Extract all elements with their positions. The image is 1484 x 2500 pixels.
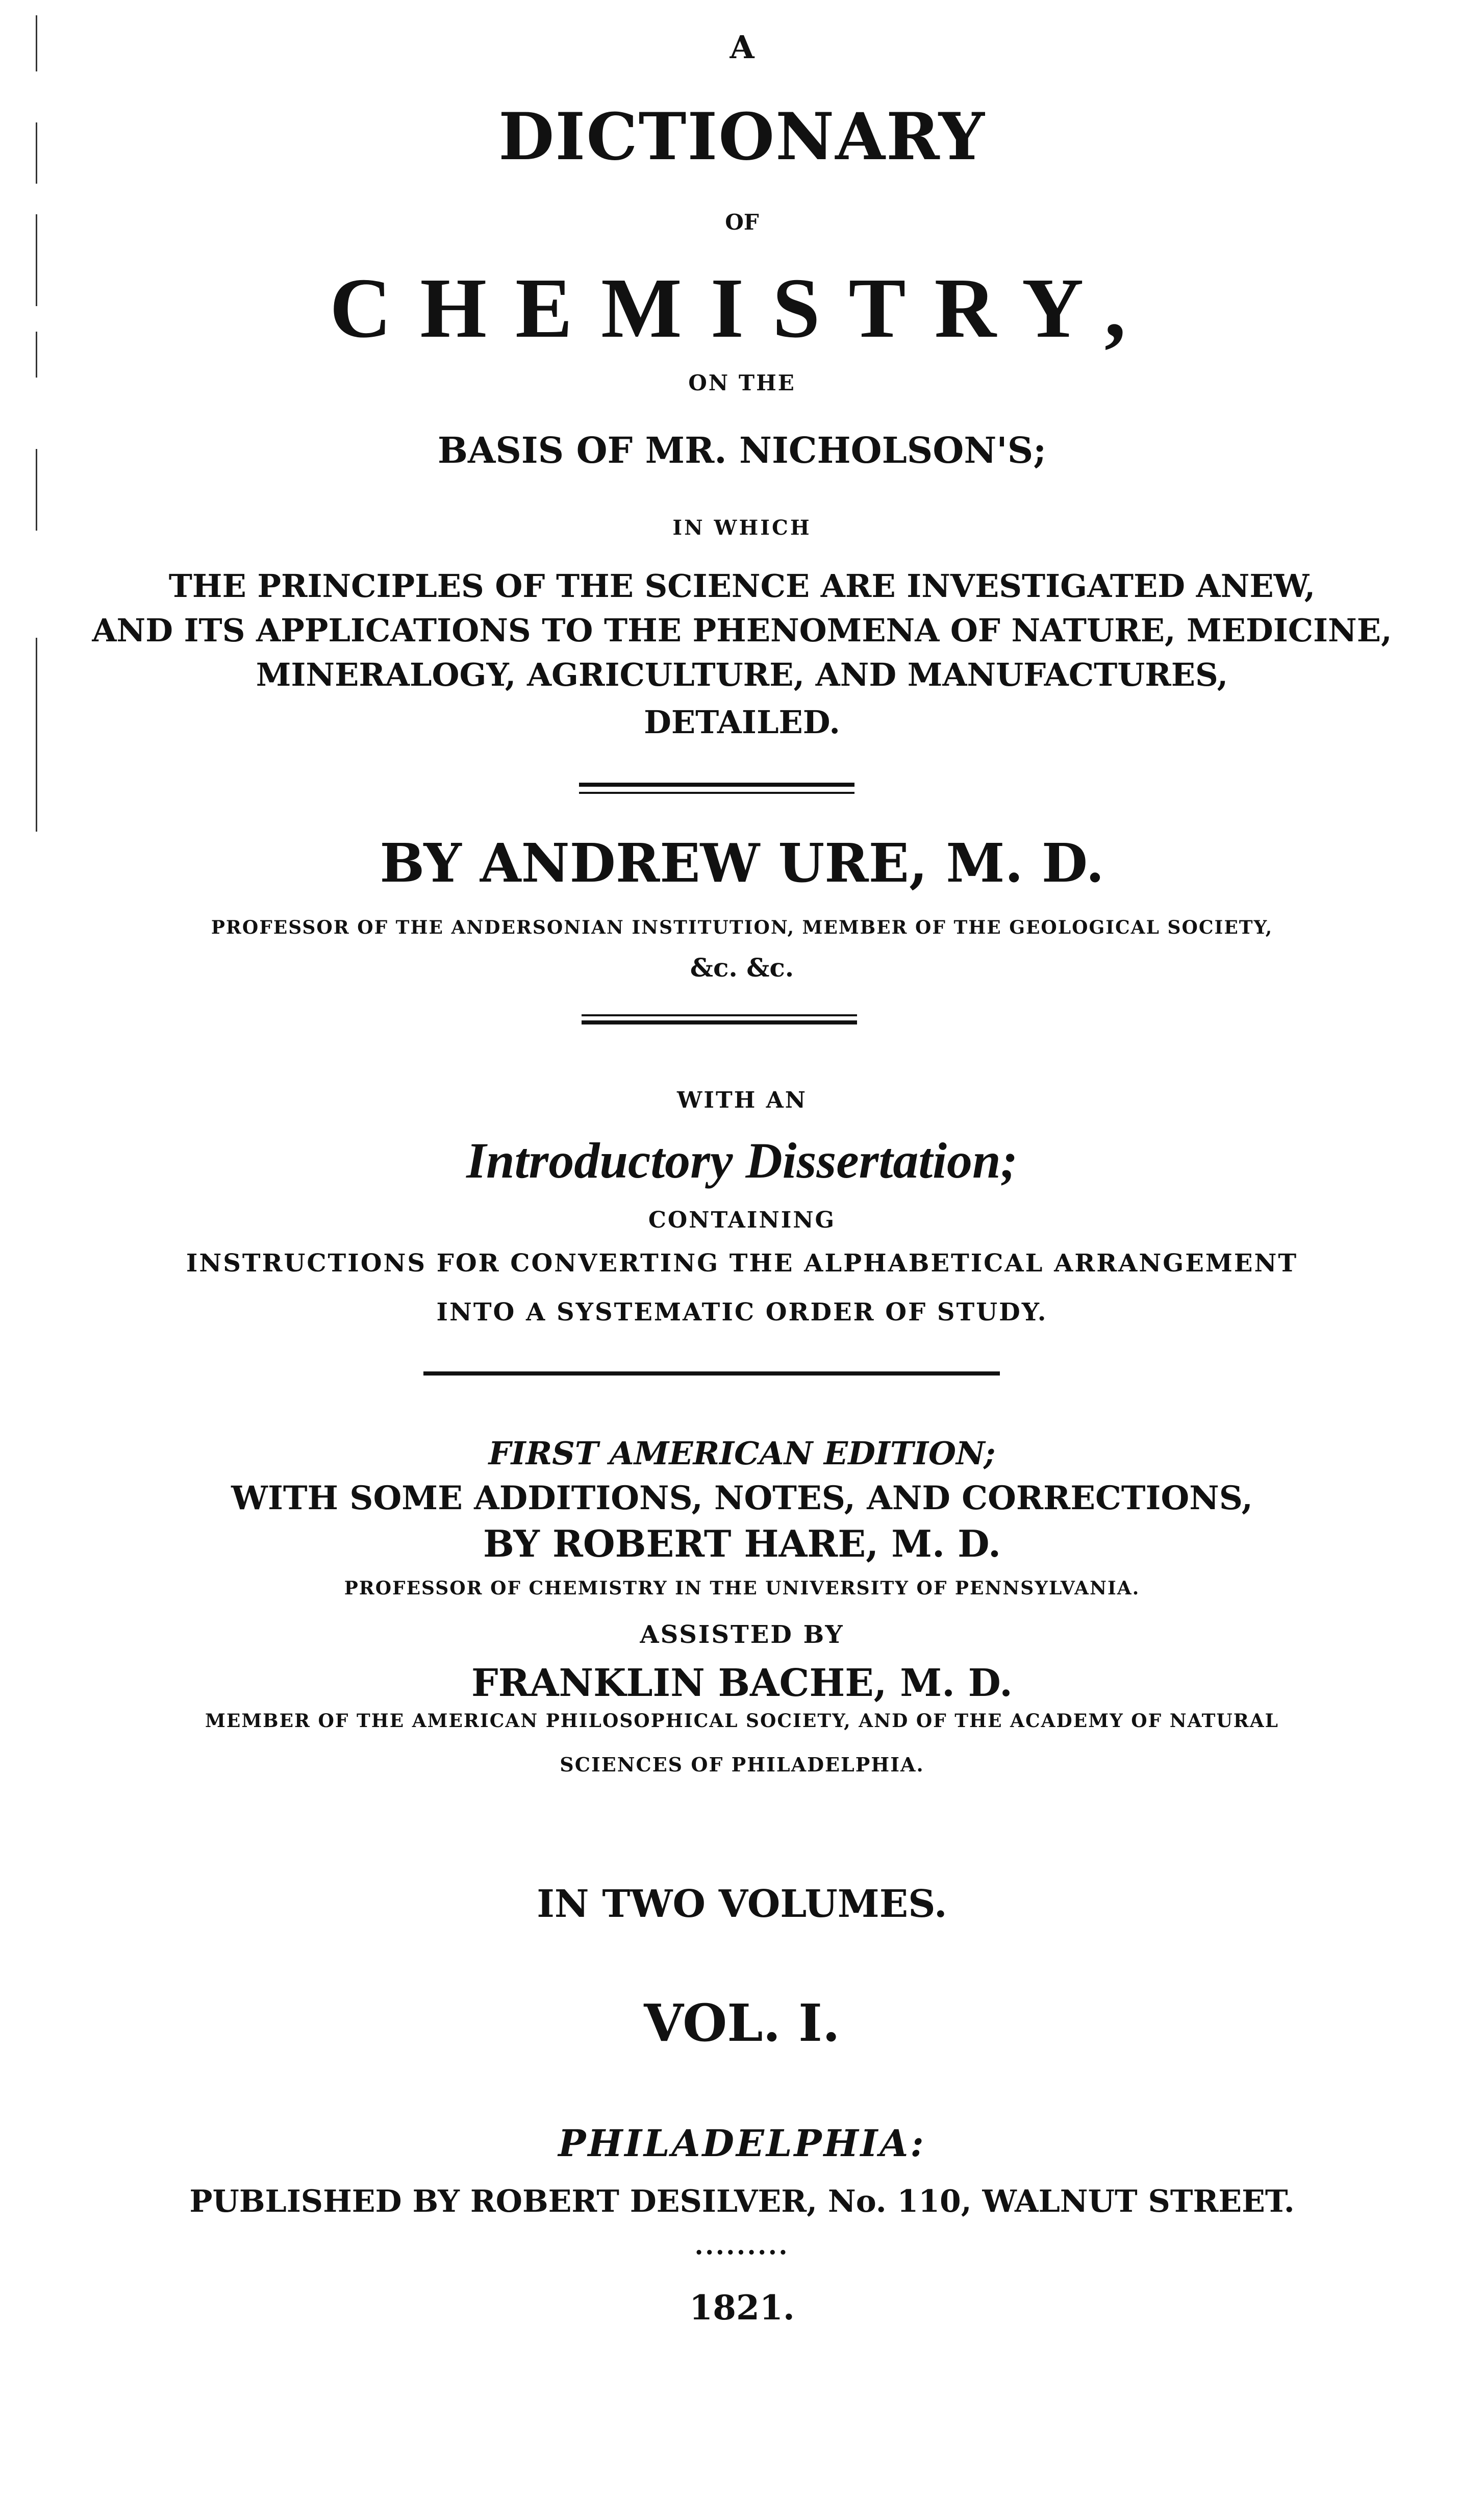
title-subject: CHEMISTRY, — [330, 261, 1154, 356]
dissertation-title: Introductory Dissertation; — [466, 1132, 1018, 1189]
volume-number: VOL. I. — [644, 1993, 840, 2053]
divider-rule — [579, 792, 854, 794]
description-line: DETAILED. — [644, 704, 840, 741]
editor-title: PROFESSOR OF CHEMISTRY IN THE UNIVERSITY OF PENNSYLVANIA. — [344, 1578, 1140, 1599]
divider-rule — [579, 783, 854, 787]
author-name: BY ANDREW URE, M. D. — [380, 832, 1104, 894]
containing: CONTAINING — [648, 1207, 836, 1233]
title-article: A — [730, 29, 754, 66]
assistant-title: SCIENCES OF PHILADELPHIA. — [560, 1753, 924, 1776]
publication-year: 1821. — [689, 2288, 795, 2328]
additions-line: WITH SOME ADDITIONS, NOTES, AND CORRECTIONS, — [231, 1479, 1253, 1517]
ornament-dots: ••••••••• — [694, 2245, 790, 2261]
assisted-by: ASSISTED BY — [640, 1620, 844, 1649]
author-title: PROFESSOR OF THE ANDERSONIAN INSTITUTION, MEMBER OF THE GEOLOGICAL SOCIETY, — [211, 917, 1273, 938]
description-line: MINERALOGY, AGRICULTURE, AND MANUFACTURES, — [256, 656, 1228, 693]
place-line: PHILADELPHIA: — [558, 2121, 926, 2165]
on-the: ON THE — [688, 370, 796, 395]
title-of: OF — [725, 210, 759, 235]
assistant-name: FRANKLIN BACHE, M. D. — [471, 1661, 1013, 1705]
title-main: DICTIONARY — [498, 99, 986, 174]
instructions-line: INTO A SYSTEMATIC ORDER OF STUDY. — [436, 1298, 1048, 1327]
editor-name: BY ROBERT HARE, M. D. — [483, 1522, 1001, 1565]
with-an: WITH AN — [677, 1087, 807, 1113]
instructions-line: INSTRUCTIONS FOR CONVERTING THE ALPHABETICAL ARRANGEMENT — [186, 1249, 1298, 1278]
publisher-line: PUBLISHED BY ROBERT DESILVER, No. 110, WALNUT STREET. — [189, 2184, 1295, 2219]
divider-rule — [582, 1020, 857, 1024]
assistant-title: MEMBER OF THE AMERICAN PHILOSOPHICAL SOCIETY, AND OF THE ACADEMY OF NATURAL — [205, 1710, 1279, 1732]
description-line: AND ITS APPLICATIONS TO THE PHENOMENA OF NATURE, MEDICINE, — [92, 612, 1392, 649]
in-which: IN WHICH — [672, 516, 812, 540]
basis-line: BASIS OF MR. NICHOLSON'S; — [437, 429, 1047, 471]
divider-rule — [423, 1371, 1000, 1376]
volumes-line: IN TWO VOLUMES. — [537, 1882, 947, 1926]
edition-line: FIRST AMERICAN EDITION; — [488, 1435, 996, 1472]
description-line: THE PRINCIPLES OF THE SCIENCE ARE INVESTIGATED ANEW, — [168, 567, 1316, 605]
author-title: &c. &c. — [690, 953, 794, 983]
divider-rule — [582, 1014, 857, 1016]
